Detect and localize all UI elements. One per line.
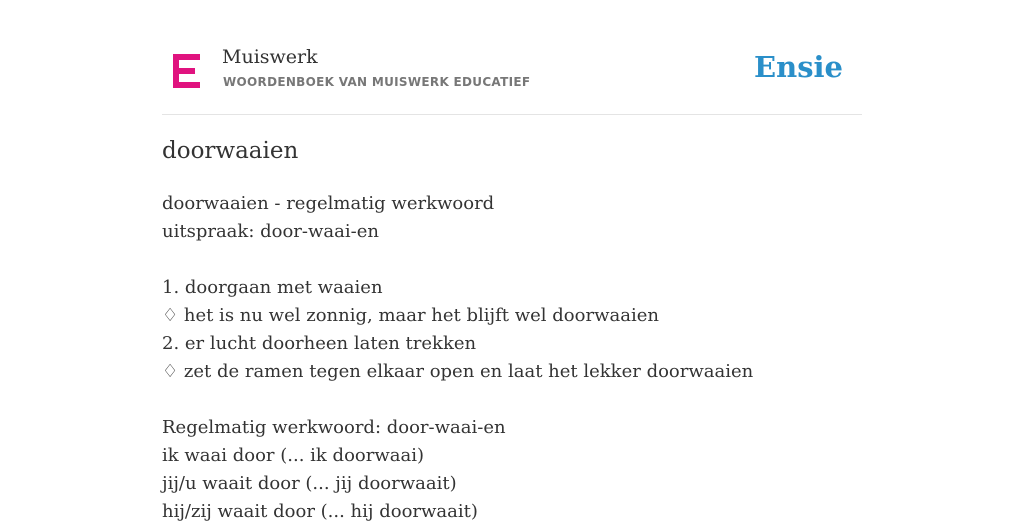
entry-title: doorwaaien xyxy=(162,138,299,164)
ensie-logo-link[interactable]: Ensie xyxy=(754,50,843,84)
entry-line-conjugation-jij: jij/u waait door (... jij doorwaait) xyxy=(162,473,457,494)
entry-line-example-1: ♢ het is nu wel zonnig, maar het blijft wel doorwaaien xyxy=(162,305,659,326)
entry-line-example-2: ♢ zet de ramen tegen elkaar open en laat het lekker doorwaaien xyxy=(162,361,754,382)
site-header xyxy=(162,0,862,115)
site-subtitle: WOORDENBOEK VAN MUISWERK EDUCATIEF xyxy=(223,75,531,89)
muiswerk-logo-icon[interactable] xyxy=(173,54,200,88)
entry-line-definition-1: 1. doorgaan met waaien xyxy=(162,277,383,298)
entry-content xyxy=(162,190,862,526)
entry-line-headword: doorwaaien - regelmatig werkwoord xyxy=(162,193,495,214)
entry-line-pronunciation: uitspraak: door-waai-en xyxy=(162,221,379,242)
entry-line-blank xyxy=(162,246,862,274)
logo-bar-middle xyxy=(173,68,195,74)
site-name[interactable]: Muiswerk xyxy=(222,46,318,68)
entry-line-conjugation-ik: ik waai door (... ik doorwaai) xyxy=(162,445,425,466)
logo-bar-top xyxy=(173,54,200,60)
logo-bar-bottom xyxy=(173,82,200,88)
entry-line-conjugation-hij: hij/zij waait door (... hij doorwaait) xyxy=(162,501,478,522)
entry-line-blank xyxy=(162,386,862,414)
entry-line-definition-2: 2. er lucht doorheen laten trekken xyxy=(162,333,477,354)
entry-line-conjugation-heading: Regelmatig werkwoord: door-waai-en xyxy=(162,417,506,438)
